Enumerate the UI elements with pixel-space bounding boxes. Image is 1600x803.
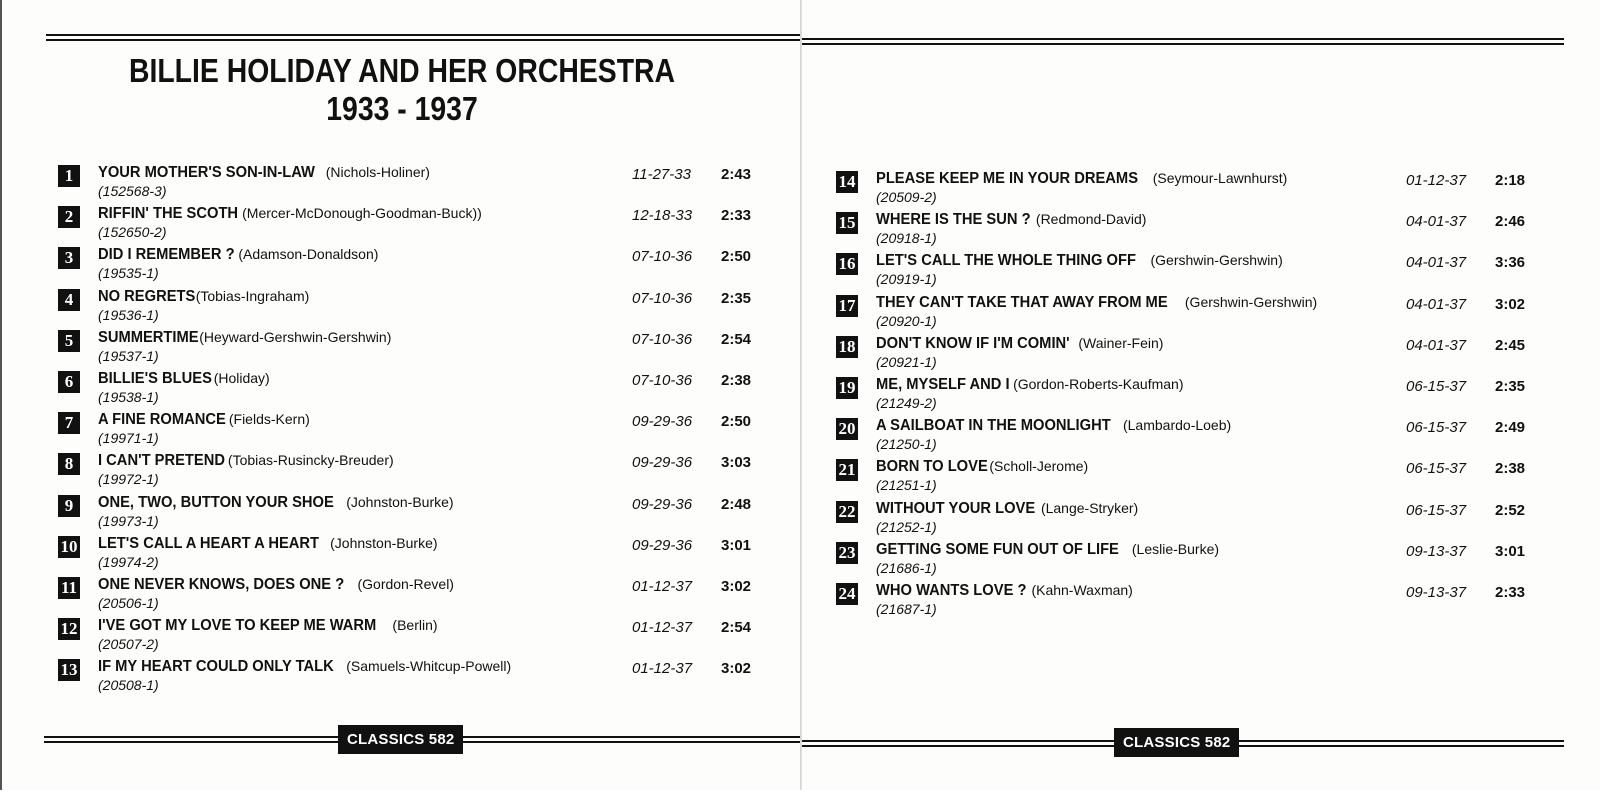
track-composer: (Lambardo-Loeb) — [1122, 417, 1232, 434]
track-title: ONE NEVER KNOWS, DOES ONE ? — [98, 576, 345, 593]
track-title: LET'S CALL THE WHOLE THING OFF — [876, 252, 1137, 270]
track-composer: (Mercer-McDonough-Goodman-Buck)) — [242, 205, 482, 222]
track-number: 6 — [58, 371, 80, 393]
track-date: 04-01-37 — [1406, 295, 1467, 313]
track-composer: (Johnston-Burke) — [330, 534, 438, 551]
track-title: ME, MYSELF AND I — [876, 376, 1010, 393]
track-title-line — [98, 205, 482, 223]
track-matrix: (19971-1) — [98, 430, 159, 447]
track-title-line — [876, 294, 1317, 312]
right-page — [802, 0, 1600, 790]
track-title-line — [876, 335, 1163, 353]
track-matrix: (21686-1) — [876, 559, 937, 576]
track-title-line — [876, 170, 1287, 188]
track-number: 15 — [836, 212, 858, 234]
track-number: 21 — [836, 459, 858, 481]
track-row — [836, 458, 1536, 500]
track-duration: 3:02 — [1495, 295, 1526, 313]
track-number: 20 — [836, 418, 858, 440]
track-title: ONE, TWO, BUTTON YOUR SHOE — [98, 493, 334, 511]
track-title: WHO WANTS LOVE ? — [876, 582, 1027, 599]
track-title: SUMMERTIME — [98, 328, 199, 346]
track-title: A FINE ROMANCE — [98, 411, 226, 429]
track-composer: (Seymour-Lawnhurst) — [1152, 170, 1288, 186]
track-matrix: (21251-1) — [876, 477, 937, 494]
track-title: DON'T KNOW IF I'M COMIN' — [876, 334, 1070, 352]
track-title-line — [876, 211, 1146, 229]
track-number: 5 — [58, 330, 80, 352]
track-matrix: (21252-1) — [876, 518, 937, 535]
track-title-line — [98, 370, 270, 388]
track-duration: 3:02 — [721, 578, 752, 595]
track-matrix: (20508-1) — [98, 677, 159, 694]
track-number: 14 — [836, 171, 858, 193]
track-row — [836, 417, 1536, 459]
track-row — [58, 452, 768, 494]
track-row — [58, 658, 768, 700]
track-number: 10 — [58, 536, 80, 558]
track-matrix: (21250-1) — [876, 436, 937, 453]
track-number: 16 — [836, 253, 858, 275]
track-date: 01-12-37 — [632, 660, 693, 678]
track-title: A SAILBOAT IN THE MOONLIGHT — [876, 417, 1111, 435]
track-title: LET'S CALL A HEART A HEART — [98, 534, 320, 552]
track-date: 12-18-33 — [632, 207, 693, 225]
track-row — [58, 535, 768, 577]
track-date: 04-01-37 — [1406, 336, 1467, 354]
track-title-line — [98, 658, 511, 676]
track-row — [836, 335, 1536, 377]
track-duration: 2:33 — [1495, 584, 1526, 601]
track-composer: (Tobias-Ingraham) — [195, 287, 310, 304]
track-title-line — [98, 288, 309, 306]
track-duration: 2:49 — [1495, 419, 1526, 437]
track-date: 09-29-36 — [632, 413, 693, 431]
track-duration: 2:48 — [721, 495, 752, 513]
track-composer: (Wainer-Fein) — [1078, 334, 1164, 351]
track-duration: 2:54 — [721, 330, 752, 348]
track-row — [836, 500, 1536, 542]
track-composer: (Scholl-Jerome) — [989, 458, 1089, 475]
track-duration: 2:50 — [721, 413, 752, 431]
track-title: BILLIE'S BLUES — [98, 370, 212, 387]
track-title: WHERE IS THE SUN ? — [876, 211, 1031, 229]
track-duration: 3:01 — [1495, 542, 1526, 560]
track-matrix: (19974-2) — [98, 553, 159, 570]
left-page — [0, 0, 802, 790]
track-number: 2 — [58, 206, 80, 228]
track-matrix: (19535-1) — [98, 265, 159, 282]
track-duration: 2:35 — [721, 289, 752, 307]
track-number: 11 — [58, 577, 80, 599]
track-title-line — [98, 329, 391, 347]
track-matrix: (152568-3) — [98, 183, 167, 199]
track-date: 06-15-37 — [1406, 378, 1467, 395]
track-composer: (Leslie-Burke) — [1131, 540, 1220, 557]
track-duration: 2:33 — [721, 207, 752, 225]
track-date: 06-15-37 — [1406, 419, 1467, 437]
track-matrix: (20919-1) — [876, 271, 937, 288]
track-matrix: (19536-1) — [98, 306, 159, 323]
track-date: 01-12-37 — [632, 619, 693, 637]
track-title-line — [98, 494, 454, 512]
track-title: PLEASE KEEP ME IN YOUR DREAMS — [876, 170, 1139, 187]
track-number: 12 — [58, 618, 80, 640]
track-row — [58, 411, 768, 453]
album-title: BILLIE HOLIDAY AND HER ORCHESTRA — [128, 52, 676, 89]
catalog-badge-left: CLASSICS 582 — [338, 725, 463, 754]
track-row — [58, 329, 768, 371]
track-duration: 3:02 — [721, 660, 752, 678]
track-matrix: (20920-1) — [876, 312, 937, 329]
track-number: 8 — [58, 453, 80, 475]
track-title: GETTING SOME FUN OUT OF LIFE — [876, 540, 1119, 558]
track-date: 06-15-37 — [1406, 501, 1467, 519]
track-title-line — [98, 452, 394, 470]
track-date: 07-10-36 — [632, 372, 693, 389]
track-composer: (Gordon-Roberts-Kaufman) — [1013, 376, 1184, 392]
track-matrix: (20506-1) — [98, 595, 159, 611]
track-row — [836, 252, 1536, 294]
track-composer: (Gordon-Revel) — [357, 576, 454, 592]
track-row — [836, 541, 1536, 583]
track-number: 7 — [58, 412, 80, 434]
track-date: 04-01-37 — [1406, 254, 1467, 272]
track-date: 07-10-36 — [632, 289, 693, 307]
track-row — [836, 582, 1536, 624]
track-matrix: (20509-2) — [876, 189, 937, 205]
track-duration: 2:52 — [1495, 501, 1526, 519]
track-title-line — [98, 246, 378, 264]
track-number: 24 — [836, 583, 858, 605]
track-title-line — [98, 535, 438, 553]
track-duration: 2:54 — [721, 619, 752, 637]
track-duration: 2:43 — [721, 166, 752, 183]
track-composer: (Gershwin-Gershwin) — [1184, 293, 1318, 310]
top-rule-right — [802, 38, 1564, 45]
track-number: 3 — [58, 247, 80, 269]
track-matrix: (19538-1) — [98, 389, 159, 405]
track-title-line — [98, 411, 310, 429]
track-duration: 2:45 — [1495, 336, 1526, 354]
track-duration: 2:18 — [1495, 172, 1526, 189]
track-title-line — [876, 582, 1133, 600]
track-title-line — [876, 541, 1219, 559]
track-number: 22 — [836, 501, 858, 523]
track-composer: (Tobias-Rusincky-Breuder) — [227, 452, 394, 469]
track-row — [58, 576, 768, 618]
track-duration: 2:35 — [1495, 378, 1526, 395]
track-duration: 3:36 — [1495, 254, 1526, 272]
track-title: WITHOUT YOUR LOVE — [876, 499, 1036, 517]
track-number: 1 — [58, 165, 80, 187]
top-rule-left — [46, 34, 802, 41]
track-date: 06-15-37 — [1406, 460, 1467, 478]
album-years: 1933 - 1937 — [326, 90, 478, 127]
track-number: 13 — [58, 659, 80, 681]
track-title: BORN TO LOVE — [876, 458, 988, 476]
track-date: 11-27-33 — [632, 166, 691, 183]
track-title: THEY CAN'T TAKE THAT AWAY FROM ME — [876, 293, 1168, 311]
track-row — [836, 211, 1536, 253]
track-row — [58, 494, 768, 536]
track-duration: 2:38 — [721, 372, 752, 389]
track-title-line — [98, 617, 438, 635]
track-title: RIFFIN' THE SCOTH — [98, 205, 239, 223]
track-row — [58, 246, 768, 288]
track-number: 19 — [836, 377, 858, 399]
track-date: 01-12-37 — [632, 578, 693, 595]
track-row — [58, 288, 768, 330]
track-composer: (Nichols-Holiner) — [325, 164, 430, 180]
track-number: 17 — [836, 295, 858, 317]
track-matrix: (21249-2) — [876, 395, 937, 411]
track-row — [836, 170, 1536, 212]
track-date: 09-13-37 — [1406, 542, 1467, 560]
track-matrix: (19537-1) — [98, 347, 159, 364]
track-title: IF MY HEART COULD ONLY TALK — [98, 658, 334, 676]
track-composer: (Holiday) — [213, 370, 270, 386]
track-composer: (Fields-Kern) — [228, 411, 310, 428]
track-matrix: (152650-2) — [98, 224, 167, 241]
track-duration: 2:50 — [721, 248, 752, 266]
track-date: 07-10-36 — [632, 248, 693, 266]
track-title: I CAN'T PRETEND — [98, 452, 225, 470]
track-date: 09-13-37 — [1406, 584, 1467, 601]
track-title-line — [876, 458, 1088, 476]
track-title-line — [876, 376, 1183, 394]
track-duration: 3:03 — [721, 454, 752, 472]
track-number: 23 — [836, 542, 858, 564]
track-number: 9 — [58, 495, 80, 517]
track-duration: 2:46 — [1495, 213, 1526, 231]
track-matrix: (19972-1) — [98, 471, 159, 488]
track-title-line — [876, 500, 1138, 518]
track-date: 09-29-36 — [632, 536, 693, 554]
track-number: 4 — [58, 289, 80, 311]
track-title: DID I REMEMBER ? — [98, 246, 235, 264]
track-composer: (Gershwin-Gershwin) — [1150, 252, 1283, 269]
track-matrix: (20918-1) — [876, 230, 937, 247]
track-title-line — [98, 164, 430, 182]
track-row — [836, 294, 1536, 336]
track-date: 07-10-36 — [632, 330, 693, 348]
track-date: 01-12-37 — [1406, 172, 1467, 189]
track-title-line — [98, 576, 454, 594]
track-matrix: (21687-1) — [876, 601, 937, 617]
track-row — [58, 205, 768, 247]
track-row — [58, 370, 768, 412]
track-date: 09-29-36 — [632, 495, 693, 513]
track-composer: (Lange-Stryker) — [1040, 499, 1139, 516]
track-matrix: (19973-1) — [98, 512, 159, 529]
track-duration: 2:38 — [1495, 460, 1526, 478]
catalog-badge-right: CLASSICS 582 — [1114, 728, 1239, 757]
track-date: 09-29-36 — [632, 454, 693, 472]
track-composer: (Berlin) — [392, 617, 438, 634]
track-title-line — [876, 252, 1283, 270]
track-title: NO REGRETS — [98, 287, 196, 305]
track-matrix: (20921-1) — [876, 353, 937, 370]
track-composer: (Johnston-Burke) — [346, 493, 454, 510]
track-title: YOUR MOTHER'S SON-IN-LAW — [98, 164, 315, 181]
track-row — [836, 376, 1536, 418]
track-composer: (Redmond-David) — [1035, 211, 1147, 228]
track-composer: (Adamson-Donaldson) — [238, 246, 379, 263]
track-duration: 3:01 — [721, 536, 752, 554]
track-title-line — [876, 417, 1231, 435]
track-title: I'VE GOT MY LOVE TO KEEP ME WARM — [98, 617, 377, 635]
track-composer: (Heyward-Gershwin-Gershwin) — [199, 328, 392, 345]
track-number: 18 — [836, 336, 858, 358]
track-row — [58, 617, 768, 659]
track-date: 04-01-37 — [1406, 213, 1467, 231]
track-composer: (Kahn-Waxman) — [1031, 582, 1133, 598]
track-composer: (Samuels-Whitcup-Powell) — [346, 658, 512, 675]
track-row — [58, 164, 768, 206]
track-matrix: (20507-2) — [98, 636, 159, 653]
